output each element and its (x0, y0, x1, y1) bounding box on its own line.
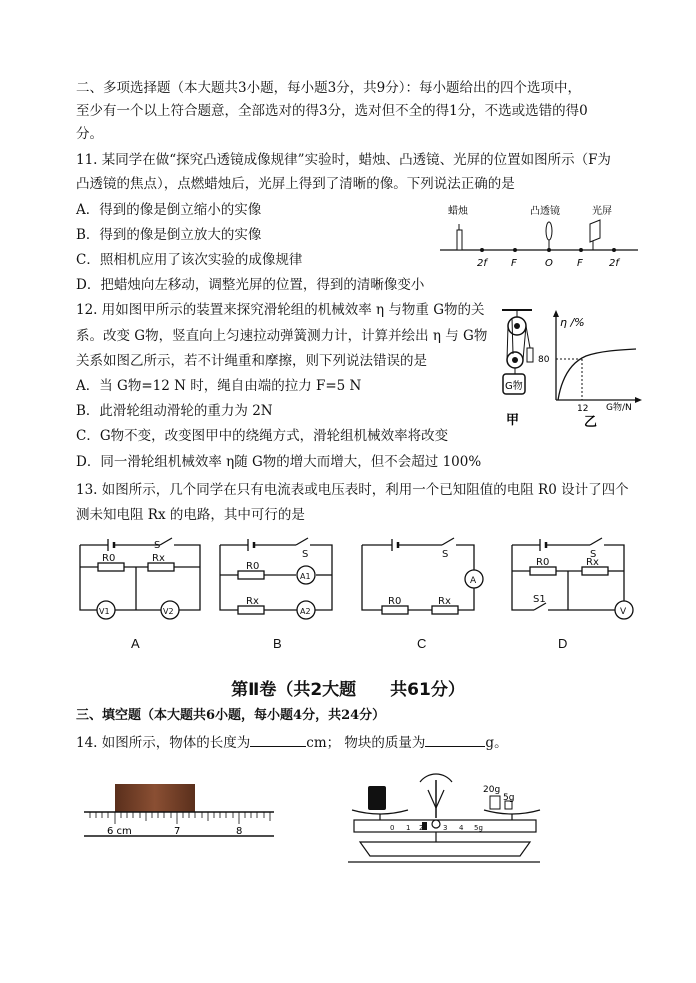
mass-answer-blank[interactable] (425, 732, 485, 747)
length-answer-blank[interactable] (250, 732, 306, 747)
circuit-caption-d: D (558, 636, 568, 651)
q11-stem-line2: 凸透镜的焦点），点燃蜡烛后，光屏上得到了清晰的像。下列说法正确的是 (76, 176, 515, 192)
q11-lens-figure (440, 198, 640, 272)
circuit-a (80, 538, 200, 619)
screen-shape (590, 220, 600, 242)
section3-heading: 三、填空题（本大题共6小题，每小题4分，共24分） (76, 708, 386, 723)
q14-text-c: g。 (485, 735, 508, 751)
lens-label: 凸透镜 (530, 206, 560, 217)
candle-shape (457, 230, 462, 250)
circuit-caption-a: A (131, 636, 140, 651)
graph-x-label: G物/N (606, 403, 632, 413)
d-r0-label: R0 (536, 557, 550, 568)
q13-stem-line1: 13. 如图所示，几个同学在只有电流表或电压表时，利用一个已知阻值的电阻 R0 设计了四个 (76, 482, 629, 498)
a-rx-label: Rx (152, 553, 165, 564)
ruler-label-6cm: 6 cm (107, 826, 132, 837)
c-r0-label: R0 (388, 596, 402, 607)
q13-circuits (70, 535, 640, 630)
scale-0: 0 (390, 824, 395, 832)
q12-option-b: B．此滑轮组动滑轮的重力为 2N (76, 403, 273, 419)
q12-option-a: A．当 G物=12 N 时，绳自由端的拉力 F=5 N (76, 378, 362, 394)
tick-2f-left: 2f (477, 258, 487, 269)
b-a1-label: A1 (300, 572, 311, 581)
q14-text-b: cm； 物块的质量为 (306, 735, 426, 751)
c-rx-label: Rx (438, 596, 451, 607)
scale-2: 2 (419, 824, 424, 832)
graph-x12-label: 12 (577, 404, 589, 414)
tick-f-right: F (577, 258, 583, 269)
a-r0-label: R0 (102, 553, 116, 564)
scale-4: 4 (459, 824, 464, 832)
ruler-figure (84, 778, 274, 840)
efficiency-curve (558, 349, 636, 400)
circuit-caption-c: C (417, 636, 427, 651)
b-rx-label: Rx (246, 596, 259, 607)
a-v2-label: V2 (163, 607, 174, 616)
circuit-c (362, 538, 483, 614)
q12-option-d: D．同一滑轮组机械效率 η随 G物的增大而增大，但不会超过 100% (76, 454, 482, 470)
q12-stem-line3: 关系如图乙所示，若不计绳重和摩擦，则下列说法错误的是 (76, 353, 427, 369)
b-switch-label: S (302, 549, 309, 560)
d-rx-label: Rx (586, 557, 599, 568)
tick-o: O (545, 258, 553, 269)
q11-stem-line1: 11. 某同学在做“探究凸透镜成像规律”实验时，蜡烛、凸透镜、光屏的位置如图所示（F为 (76, 152, 611, 168)
scale-1: 1 (406, 824, 411, 832)
q12-stem-line1: 12. 用如图甲所示的装置来探究滑轮组的机械效率 η 与物重 G物的关 (76, 302, 485, 318)
efficiency-graph (538, 310, 642, 430)
weight-20g-label: 20g (483, 785, 501, 795)
q11-option-a: A．得到的像是倒立缩小的实像 (76, 202, 262, 218)
caption-yi: 乙 (584, 415, 598, 430)
d-switch-label: S (590, 549, 597, 560)
ruler-ticks (90, 812, 270, 824)
q12-stem-line2: 系。改变 G物，竖直向上匀速拉动弹簧测力计，计算并绘出 η 与 G物 (76, 328, 488, 344)
section2-line1: 二、多项选择题（本大题共3小题，每小题3分，共9分）：每小题给出的四个选项中， (76, 80, 582, 96)
a-switch-label: S (154, 540, 161, 551)
section2-line3: 分。 (76, 126, 103, 142)
balance-base (360, 842, 530, 856)
d-voltmeter-label: V (620, 607, 627, 617)
measured-object (115, 784, 195, 812)
scale-5g: 5g (474, 824, 483, 832)
caption-jia: 甲 (506, 413, 520, 428)
weight-20g (490, 796, 500, 809)
q14-line (76, 732, 508, 753)
q11-option-c: C．照相机应用了该次实验的成像规律 (76, 252, 303, 268)
scale-3: 3 (443, 824, 448, 832)
d-s1-label: S1 (533, 594, 546, 605)
b-r0-label: R0 (246, 561, 260, 572)
ruler-label-8: 8 (236, 826, 243, 837)
b-a2-label: A2 (300, 607, 311, 616)
weight-label: G物 (505, 381, 523, 392)
lens-shape (546, 222, 552, 240)
right-pan (484, 810, 540, 814)
section2-line2: 至少有一个以上符合题意，全部选对的得3分，选对但不全的得1分，不选或选错的得0 (76, 103, 588, 119)
left-pan (352, 810, 408, 814)
object-on-pan (368, 786, 386, 810)
tick-2f-right: 2f (609, 258, 619, 269)
a-v1-label: V1 (99, 607, 110, 616)
candle-label: 蜡烛 (448, 206, 468, 217)
graph-y80-label: 80 (538, 355, 550, 365)
balance-figure (340, 770, 550, 870)
q11-option-d: D．把蜡烛向左移动，调整光屏的位置，得到的清晰像变小 (76, 277, 425, 293)
circuit-b (220, 538, 332, 619)
ruler-label-7: 7 (174, 826, 181, 837)
q14-text-a: 14. 如图所示，物体的长度为 (76, 735, 251, 751)
screen-label: 光屏 (592, 206, 612, 217)
graph-y-label: η /% (560, 316, 585, 329)
tick-f-left: F (511, 258, 517, 269)
weight-5g-label: 5g (503, 793, 515, 803)
c-switch-label: S (442, 549, 449, 560)
pulley-system (502, 310, 533, 394)
circuit-d (512, 538, 633, 619)
q12-figure (488, 304, 648, 432)
q11-option-b: B．得到的像是倒立放大的实像 (76, 227, 262, 243)
q12-option-c: C．G物不变，改变图甲中的绕绳方式，滑轮组机械效率将改变 (76, 428, 449, 444)
circuit-caption-b: B (273, 636, 282, 651)
part2-title: 第Ⅱ卷（共2大题 共61分） (231, 680, 465, 700)
c-ammeter-label: A (470, 576, 477, 586)
q13-stem-line2: 测未知电阻 Rx 的电路，其中可行的是 (76, 507, 305, 523)
